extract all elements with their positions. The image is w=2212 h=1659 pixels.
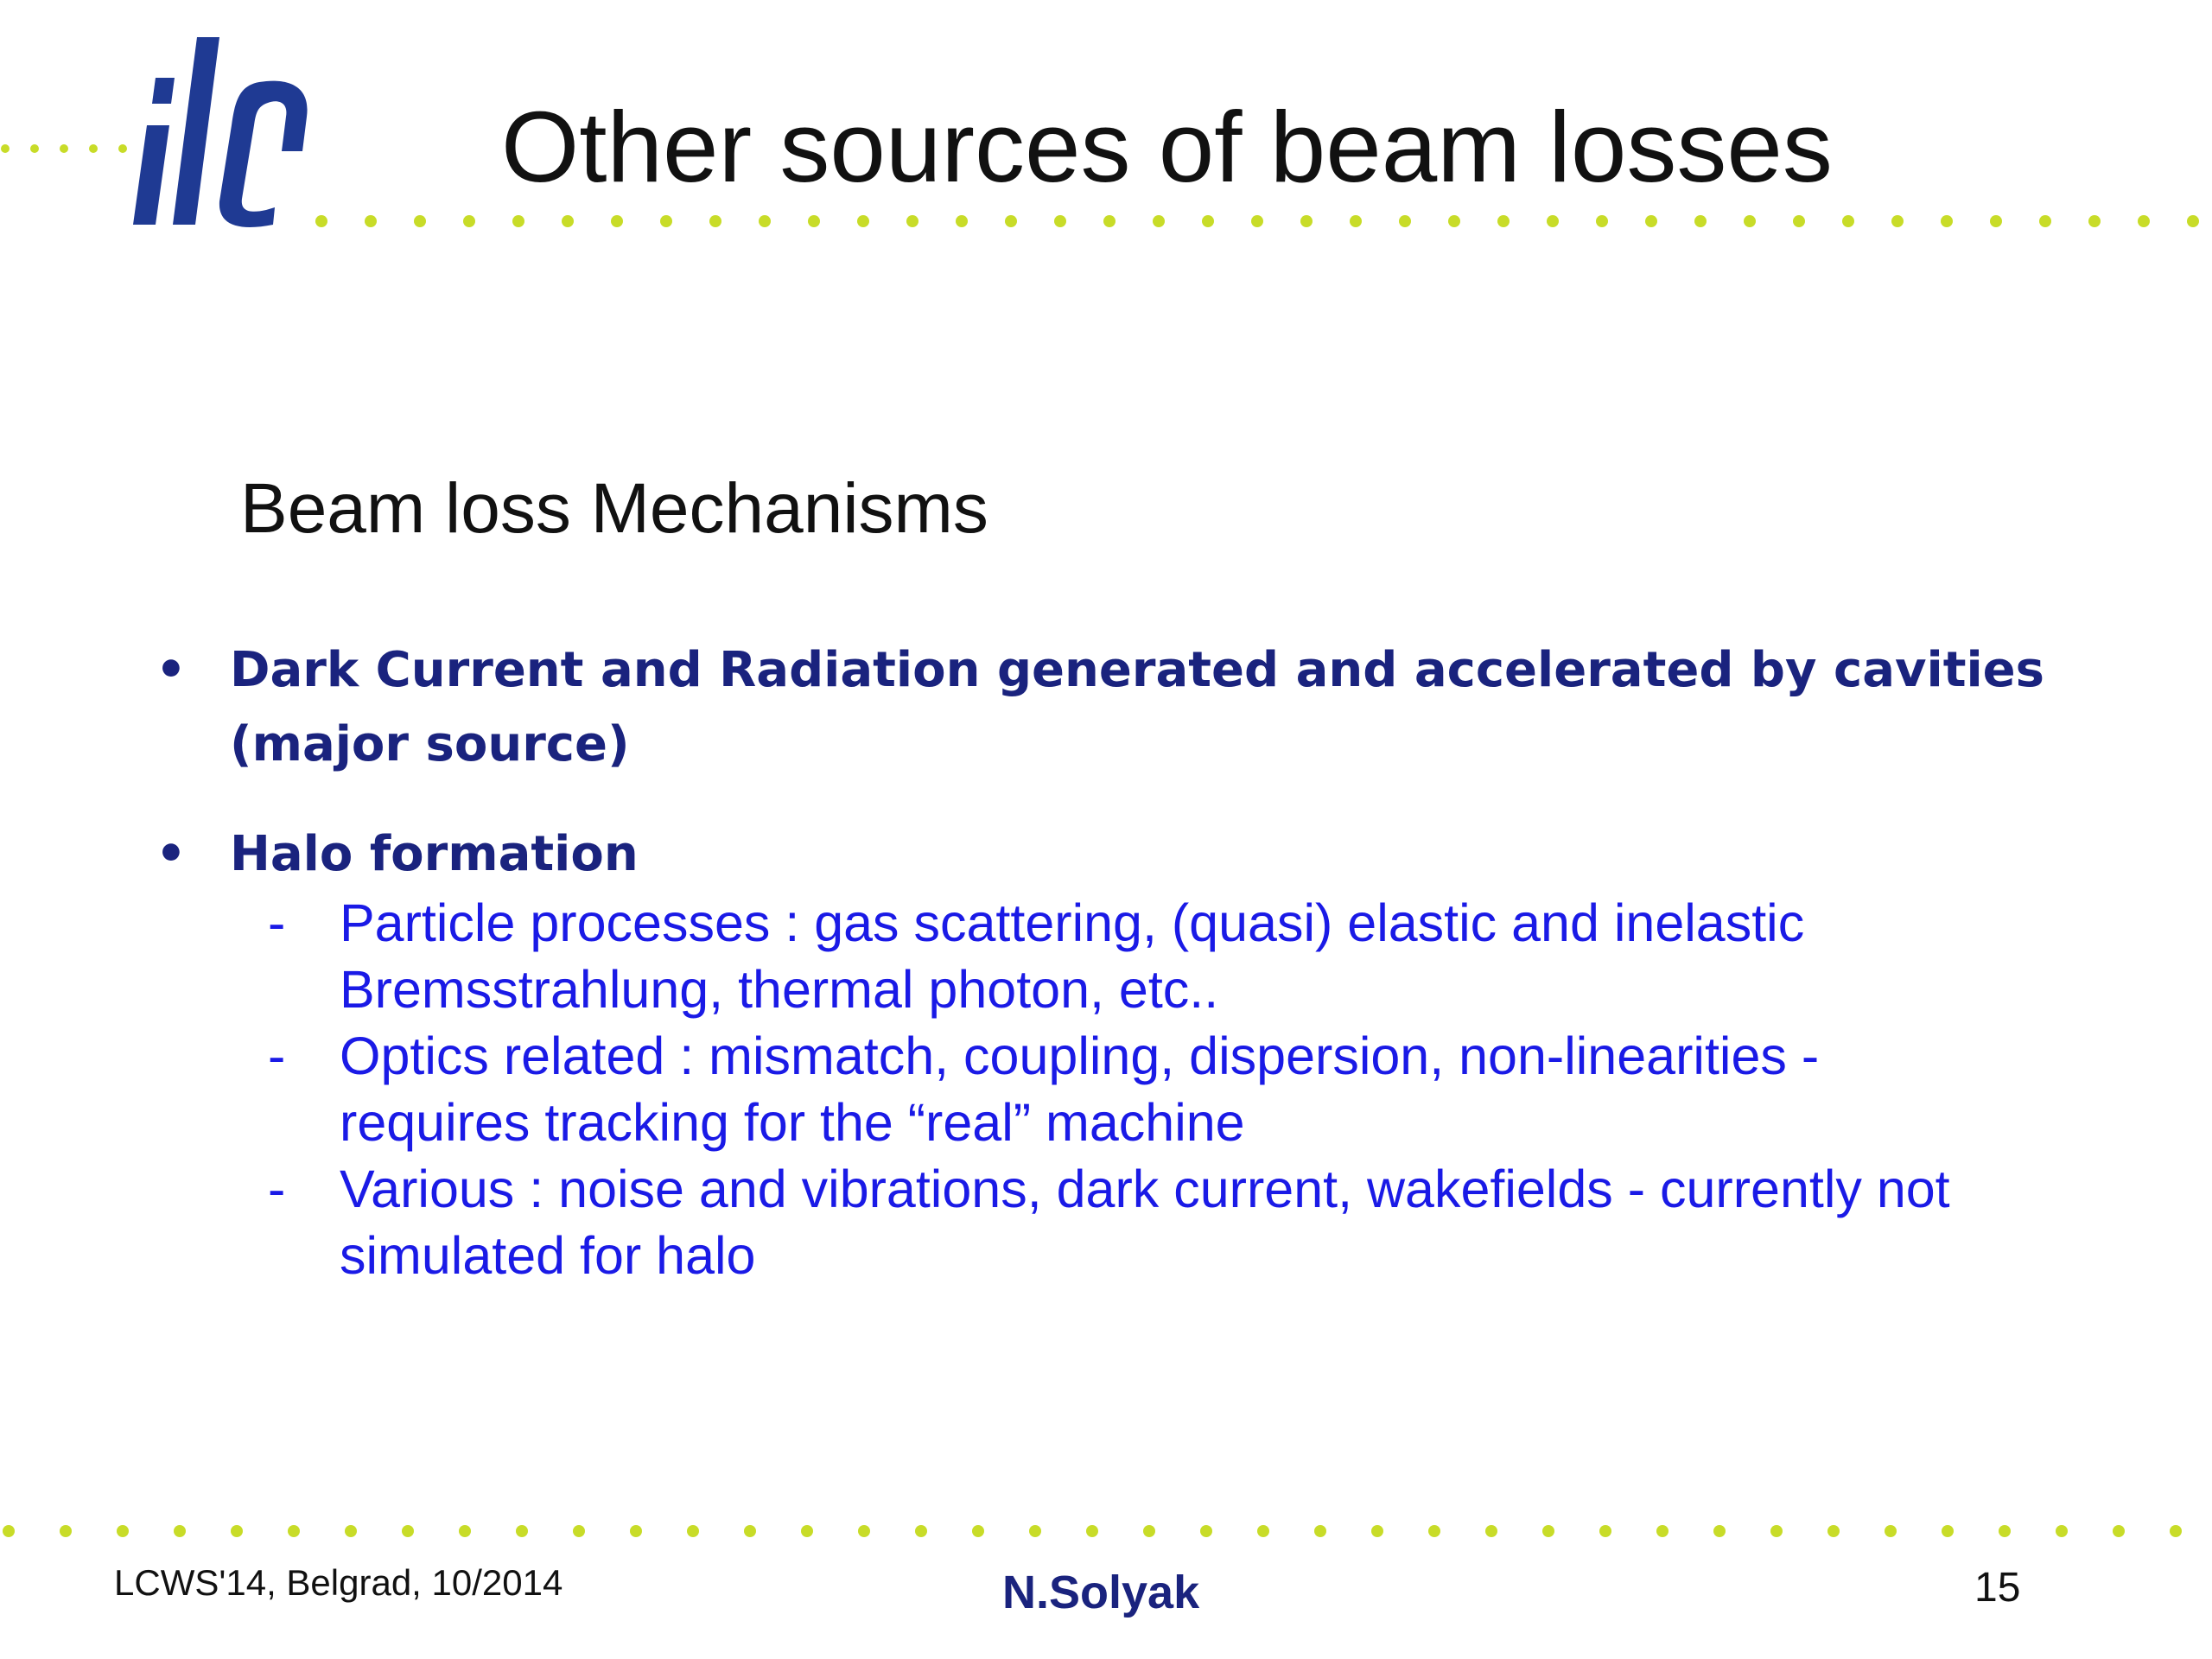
dot xyxy=(1645,215,1657,227)
dot xyxy=(1005,215,1017,227)
dot xyxy=(1842,215,1854,227)
dot xyxy=(414,215,426,227)
dot xyxy=(759,215,771,227)
dot xyxy=(1942,1525,1954,1537)
dot xyxy=(1770,1525,1783,1537)
bullet-marker: • xyxy=(156,642,187,698)
dot xyxy=(1257,1525,1269,1537)
dot xyxy=(288,1525,300,1537)
dot xyxy=(1656,1525,1669,1537)
dot xyxy=(2138,215,2150,227)
dot xyxy=(1599,1525,1611,1537)
dot xyxy=(630,1525,642,1537)
dot xyxy=(2056,1525,2068,1537)
bullet-text: Dark Current and Radiation generated and accelerated by cavities (major source) xyxy=(230,642,2044,772)
subitem-text: Optics related : mismatch, coupling, dispersion, non-linearities - requires tracking for the “real” machine xyxy=(340,1027,1820,1152)
dot xyxy=(972,1525,984,1537)
dot xyxy=(118,144,127,153)
dot xyxy=(117,1525,129,1537)
dot xyxy=(801,1525,813,1537)
dot xyxy=(1399,215,1411,227)
dot xyxy=(1448,215,1460,227)
subitem-text: Various : noise and vibrations, dark current, wakefields - currently not simulated for halo xyxy=(340,1160,1950,1285)
dot xyxy=(1251,215,1263,227)
dot xyxy=(709,215,721,227)
dot xyxy=(1891,215,1904,227)
page-number: 15 xyxy=(1974,1565,2021,1611)
dot xyxy=(1153,215,1165,227)
dot xyxy=(2113,1525,2125,1537)
dot xyxy=(660,215,672,227)
list-item xyxy=(268,1156,1996,1289)
dot xyxy=(3,1525,15,1537)
dot xyxy=(1885,1525,1897,1537)
dot xyxy=(1314,1525,1326,1537)
list-item xyxy=(268,890,1996,1023)
dot xyxy=(2039,215,2051,227)
dot xyxy=(857,215,869,227)
dot xyxy=(1485,1525,1497,1537)
dot xyxy=(744,1525,756,1537)
dot xyxy=(562,215,574,227)
dot xyxy=(30,144,39,153)
subitem-text: Particle processes : gas scattering, (quasi) elastic and inelastic Bremsstrahlung, thermal photon, etc.. xyxy=(340,893,1805,1019)
dot xyxy=(60,1525,72,1537)
dot xyxy=(1029,1525,1041,1537)
dot xyxy=(315,215,327,227)
dot xyxy=(1103,215,1116,227)
dot xyxy=(231,1525,243,1537)
dot xyxy=(1428,1525,1440,1537)
footer-author: N.Solyak xyxy=(1002,1567,1200,1618)
dot xyxy=(1,144,10,153)
footer-event: LCWS'14, Belgrad, 10/2014 xyxy=(114,1562,563,1603)
dot xyxy=(1143,1525,1155,1537)
dot xyxy=(1371,1525,1383,1537)
dot xyxy=(1694,215,1707,227)
dot xyxy=(1596,215,1608,227)
dot xyxy=(60,144,68,153)
dot xyxy=(808,215,820,227)
dot xyxy=(345,1525,357,1537)
dot xyxy=(365,215,377,227)
dot xyxy=(1793,215,1805,227)
dot xyxy=(516,1525,528,1537)
dash-marker: - xyxy=(268,1160,286,1218)
ilc-logo xyxy=(130,30,320,238)
dot xyxy=(1990,215,2002,227)
dot xyxy=(2187,215,2199,227)
dot xyxy=(1744,215,1756,227)
dot xyxy=(1542,1525,1554,1537)
bullet-marker: • xyxy=(156,826,187,882)
dot xyxy=(1547,215,1559,227)
dot xyxy=(1941,215,1953,227)
list-item xyxy=(268,1023,1996,1156)
dot xyxy=(463,215,475,227)
dot xyxy=(956,215,968,227)
header-dotted-line-left xyxy=(0,138,2212,159)
dot xyxy=(1202,215,1214,227)
dot xyxy=(1350,215,1362,227)
dot xyxy=(1200,1525,1212,1537)
dot xyxy=(573,1525,585,1537)
dot xyxy=(512,215,524,227)
dot xyxy=(2170,1525,2182,1537)
dot xyxy=(89,144,98,153)
dash-marker: - xyxy=(268,1027,286,1085)
dot xyxy=(1086,1525,1098,1537)
header-dotted-line xyxy=(0,211,2212,232)
dot xyxy=(915,1525,927,1537)
slide-title: Other sources of beam losses xyxy=(501,91,1833,203)
section-subtitle: Beam loss Mechanisms xyxy=(240,469,988,548)
dot xyxy=(1999,1525,2011,1537)
dot xyxy=(1713,1525,1726,1537)
dot xyxy=(402,1525,414,1537)
dot xyxy=(1300,215,1313,227)
dot xyxy=(611,215,623,227)
halo-subitems xyxy=(268,890,1996,1289)
dot xyxy=(687,1525,699,1537)
bullet-text: Halo formation xyxy=(230,826,639,882)
dot xyxy=(858,1525,870,1537)
dot xyxy=(2088,215,2101,227)
dot xyxy=(1054,215,1066,227)
dot xyxy=(459,1525,471,1537)
footer-dotted-line xyxy=(0,1521,2212,1541)
dash-marker: - xyxy=(268,893,286,952)
dot xyxy=(906,215,918,227)
dot xyxy=(174,1525,186,1537)
dot xyxy=(1497,215,1510,227)
dot xyxy=(1827,1525,1840,1537)
